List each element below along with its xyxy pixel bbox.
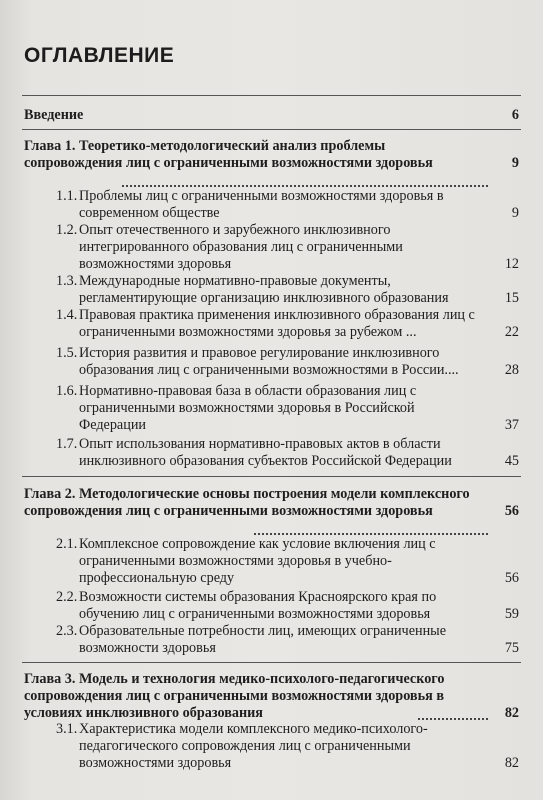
toc-chapter[interactable] [24,138,519,172]
toc-section[interactable] [56,383,519,434]
toc-section-label: Международные нормативно-правовые документы, регламентирующие организацию инклюзивного образования [79,273,449,306]
toc-section-label: Образовательные потребности лиц, имеющих ограниченные возможности здоровья [79,623,447,656]
leader-dots [122,183,488,187]
toc-section[interactable] [56,436,519,470]
toc-page: 9 [511,205,519,221]
toc-section-number: 1.2. [56,222,78,238]
toc-section-label: Проблемы лиц с ограниченными возможностями здоровья в современном обществе [79,188,444,221]
toc-page: 9 [511,155,519,171]
toc-section[interactable] [56,721,519,772]
toc-page: 56 [504,503,519,519]
divider [22,662,521,663]
toc-section-label: Правовая практика применения инклюзивного образования лиц с ограниченными возможностями здоровья за рубежом ... [79,307,475,340]
toc-chapter[interactable] [24,486,519,520]
toc-section-label: Нормативно-правовая база в области образования лиц с ограниченными возможностями здоровья в Российской Федерации [79,383,417,433]
toc-section-number: 1.3. [56,273,78,289]
toc-section-label: Возможности системы образования Красноярского края по обучению лиц с ограниченными возможностями здоровья [79,589,437,622]
toc-page: 45 [504,453,519,469]
toc-chapter-label: Глава 2. Методологические основы построения модели комплексного сопровождения лиц с ограниченными возможностями здоровья [24,486,470,519]
toc-section-label: Опыт отечественного и зарубежного инклюзивного интегрированного образования лиц с ограниченными возможностями здоровья [79,222,403,272]
toc-page: 82 [504,755,519,771]
toc-intro[interactable] [24,107,519,124]
toc-section-label: Опыт использования нормативно-правовых актов в области инклюзивного образования субъектов Российской Федерации [79,436,452,469]
toc-page: 28 [504,362,519,378]
toc-page: 22 [504,324,519,340]
toc-section-number: 1.6. [56,383,78,399]
toc-section[interactable] [56,536,519,587]
toc-page: 6 [511,107,519,123]
toc-section[interactable] [56,345,519,379]
leader-dots [254,531,488,535]
toc-section[interactable] [56,222,519,273]
toc-chapter[interactable] [24,671,519,722]
toc-section-number: 2.3. [56,623,78,639]
toc-section-number: 3.1. [56,721,78,737]
toc-intro-label: Введение [24,107,84,123]
toc-section[interactable] [56,589,519,623]
toc-section-number: 1.1. [56,188,78,204]
toc-page: 82 [504,705,519,721]
leader-dots [418,716,488,720]
toc-section-label: Характеристика модели комплексного медико-психолого-педагогического сопровождения лиц с ограниченными возможностями здоровья [79,721,428,771]
toc-section-number: 2.1. [56,536,78,552]
toc-page: 56 [504,570,519,586]
toc-page: 12 [504,256,519,272]
toc-section-number: 1.4. [56,307,78,323]
toc-chapter-label: Глава 1. Теоретико-методологический анализ проблемы сопровождения лиц с ограниченными возможностями здоровья [24,138,433,171]
toc-section[interactable] [56,623,519,657]
toc-chapter-label: Глава 3. Модель и технология медико-психолого-педагогического сопровождения лиц с ограниченными возможностями здоровья в условиях инклюзивного образования [24,671,445,721]
toc-section-number: 2.2. [56,589,78,605]
toc-section-label: История развития и правовое регулирование инклюзивного образования лиц с ограниченными возможностями в России.... [79,345,459,378]
divider [22,95,521,96]
toc-page: 59 [504,606,519,622]
toc-section[interactable] [56,188,519,222]
toc-page: 75 [504,640,519,656]
toc-section-label: Комплексное сопровождение как условие включения лиц с ограниченными возможностями здоровья в учебно-профессиональную среду [79,536,436,586]
toc-page: 37 [504,417,519,433]
toc-section-number: 1.5. [56,345,78,361]
toc-section-number: 1.7. [56,436,78,452]
toc-page: 15 [504,290,519,306]
divider [22,476,521,477]
page-title: ОГЛАВЛЕНИЕ [24,44,175,67]
toc-section[interactable] [56,273,519,307]
divider [22,129,521,130]
toc-section[interactable] [56,307,519,341]
